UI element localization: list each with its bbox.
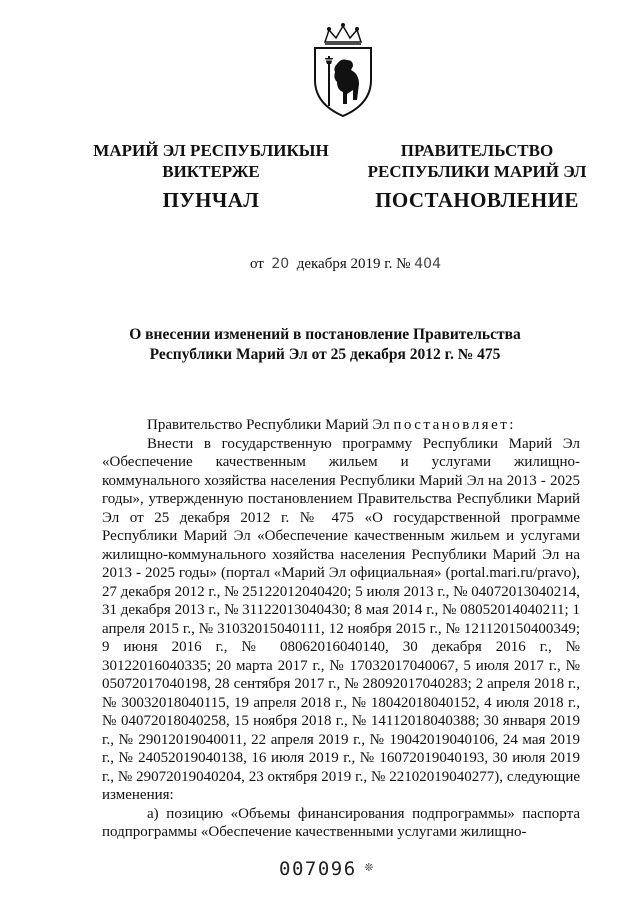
document-number: 404 xyxy=(414,256,441,272)
body-paragraph-2: а) позицию «Объемы финансирования подпрограммы» паспорта подпрограммы «Обеспечение качественными услугами жилищно- xyxy=(102,805,580,840)
serial-number: 007096 xyxy=(279,858,357,880)
document-title xyxy=(110,325,540,365)
header-left-org-line1: МАРИЙ ЭЛ РЕСПУБЛИКЫН xyxy=(93,141,329,160)
header-left-org-line2: ВИКТЕРЖЕ xyxy=(162,162,260,181)
coat-of-arms-icon xyxy=(303,20,383,120)
snowflake-mark-icon: ❊ xyxy=(364,859,375,875)
date-prefix: от xyxy=(250,256,264,272)
intro-text: Правительство Республики Марий Эл xyxy=(147,417,390,433)
header-right-doc-type: ПОСТАНОВЛЕНИЕ xyxy=(375,188,579,212)
header-right-org-line1: ПРАВИТЕЛЬСТВО xyxy=(400,141,554,160)
document-body xyxy=(102,416,580,842)
header-right-block xyxy=(352,140,602,211)
header-right-org-line2: РЕСПУБЛИКИ МАРИЙ ЭЛ xyxy=(367,162,587,181)
date-line xyxy=(250,256,441,273)
header-left-doc-type: ПУНЧАЛ xyxy=(162,188,260,212)
header-left-block xyxy=(88,140,334,211)
intro-keyword: постановляет: xyxy=(393,417,516,433)
date-day: 20 xyxy=(271,256,290,272)
title-line-1: О внесении изменений в постановление Правительства xyxy=(129,326,521,343)
title-line-2: Республики Марий Эл от 25 декабря 2012 г. № 475 xyxy=(149,346,501,363)
date-month-year: декабря 2019 г. № xyxy=(296,256,411,272)
intro-paragraph xyxy=(102,416,580,435)
body-paragraph-1: Внести в государственную программу Республики Марий Эл «Обеспечение качественным жильем и услугами жилищно-коммунального хозяйства населения Республики Марий Эл на 2013 - 2025 годы», утвержденную постановлением Правительства Республики Марий Эл от 25 декабря 2012 г. № 475 «О государственной программе Республики Марий Эл «Обеспечение качественным жильем и услугами жилищно-коммунального хозяйства населения Республики Марий Эл на 2013 - 2025 годы» (портал «Марий Эл официальная» (portal.mari.ru/pravo), 27 декабря 2012 г., № 25122012040420; 5 июля 2013 г., № 04072013040214, 31 декабря 2013 г., № 31122013040430; 8 мая 2014 г., № 08052014040211; 1 апреля 2015 г., № 31032015040111, 12 ноября 2015 г., № 121120150400349; 9 июня 2016 г., № 08062016040140, 30 декабря 2016 г., № 30122016040335; 20 марта 2017 г., № 17032017040067, 5 июля 2017 г., № 05072017040198, 28 сентября 2017 г., № 28092017040283; 2 апреля 2018 г., № 30032018040115, 19 апреля 2018 г., № 18042018040152, 4 июля 2018 г., № 04072018040258, 15 ноября 2018 г., № 14112018040388; 30 января 2019 г., № 29012019040011, 22 апреля 2019 г., № 19042019040106, 24 мая 2019 г., № 24052019040138, 16 июля 2019 г., № 16072019040193, 30 июля 2019 г., № 29072019040204, 23 октября 2019 г., № 22102019040277), следующие изменения: xyxy=(102,435,580,803)
serial-number-block xyxy=(279,858,375,880)
